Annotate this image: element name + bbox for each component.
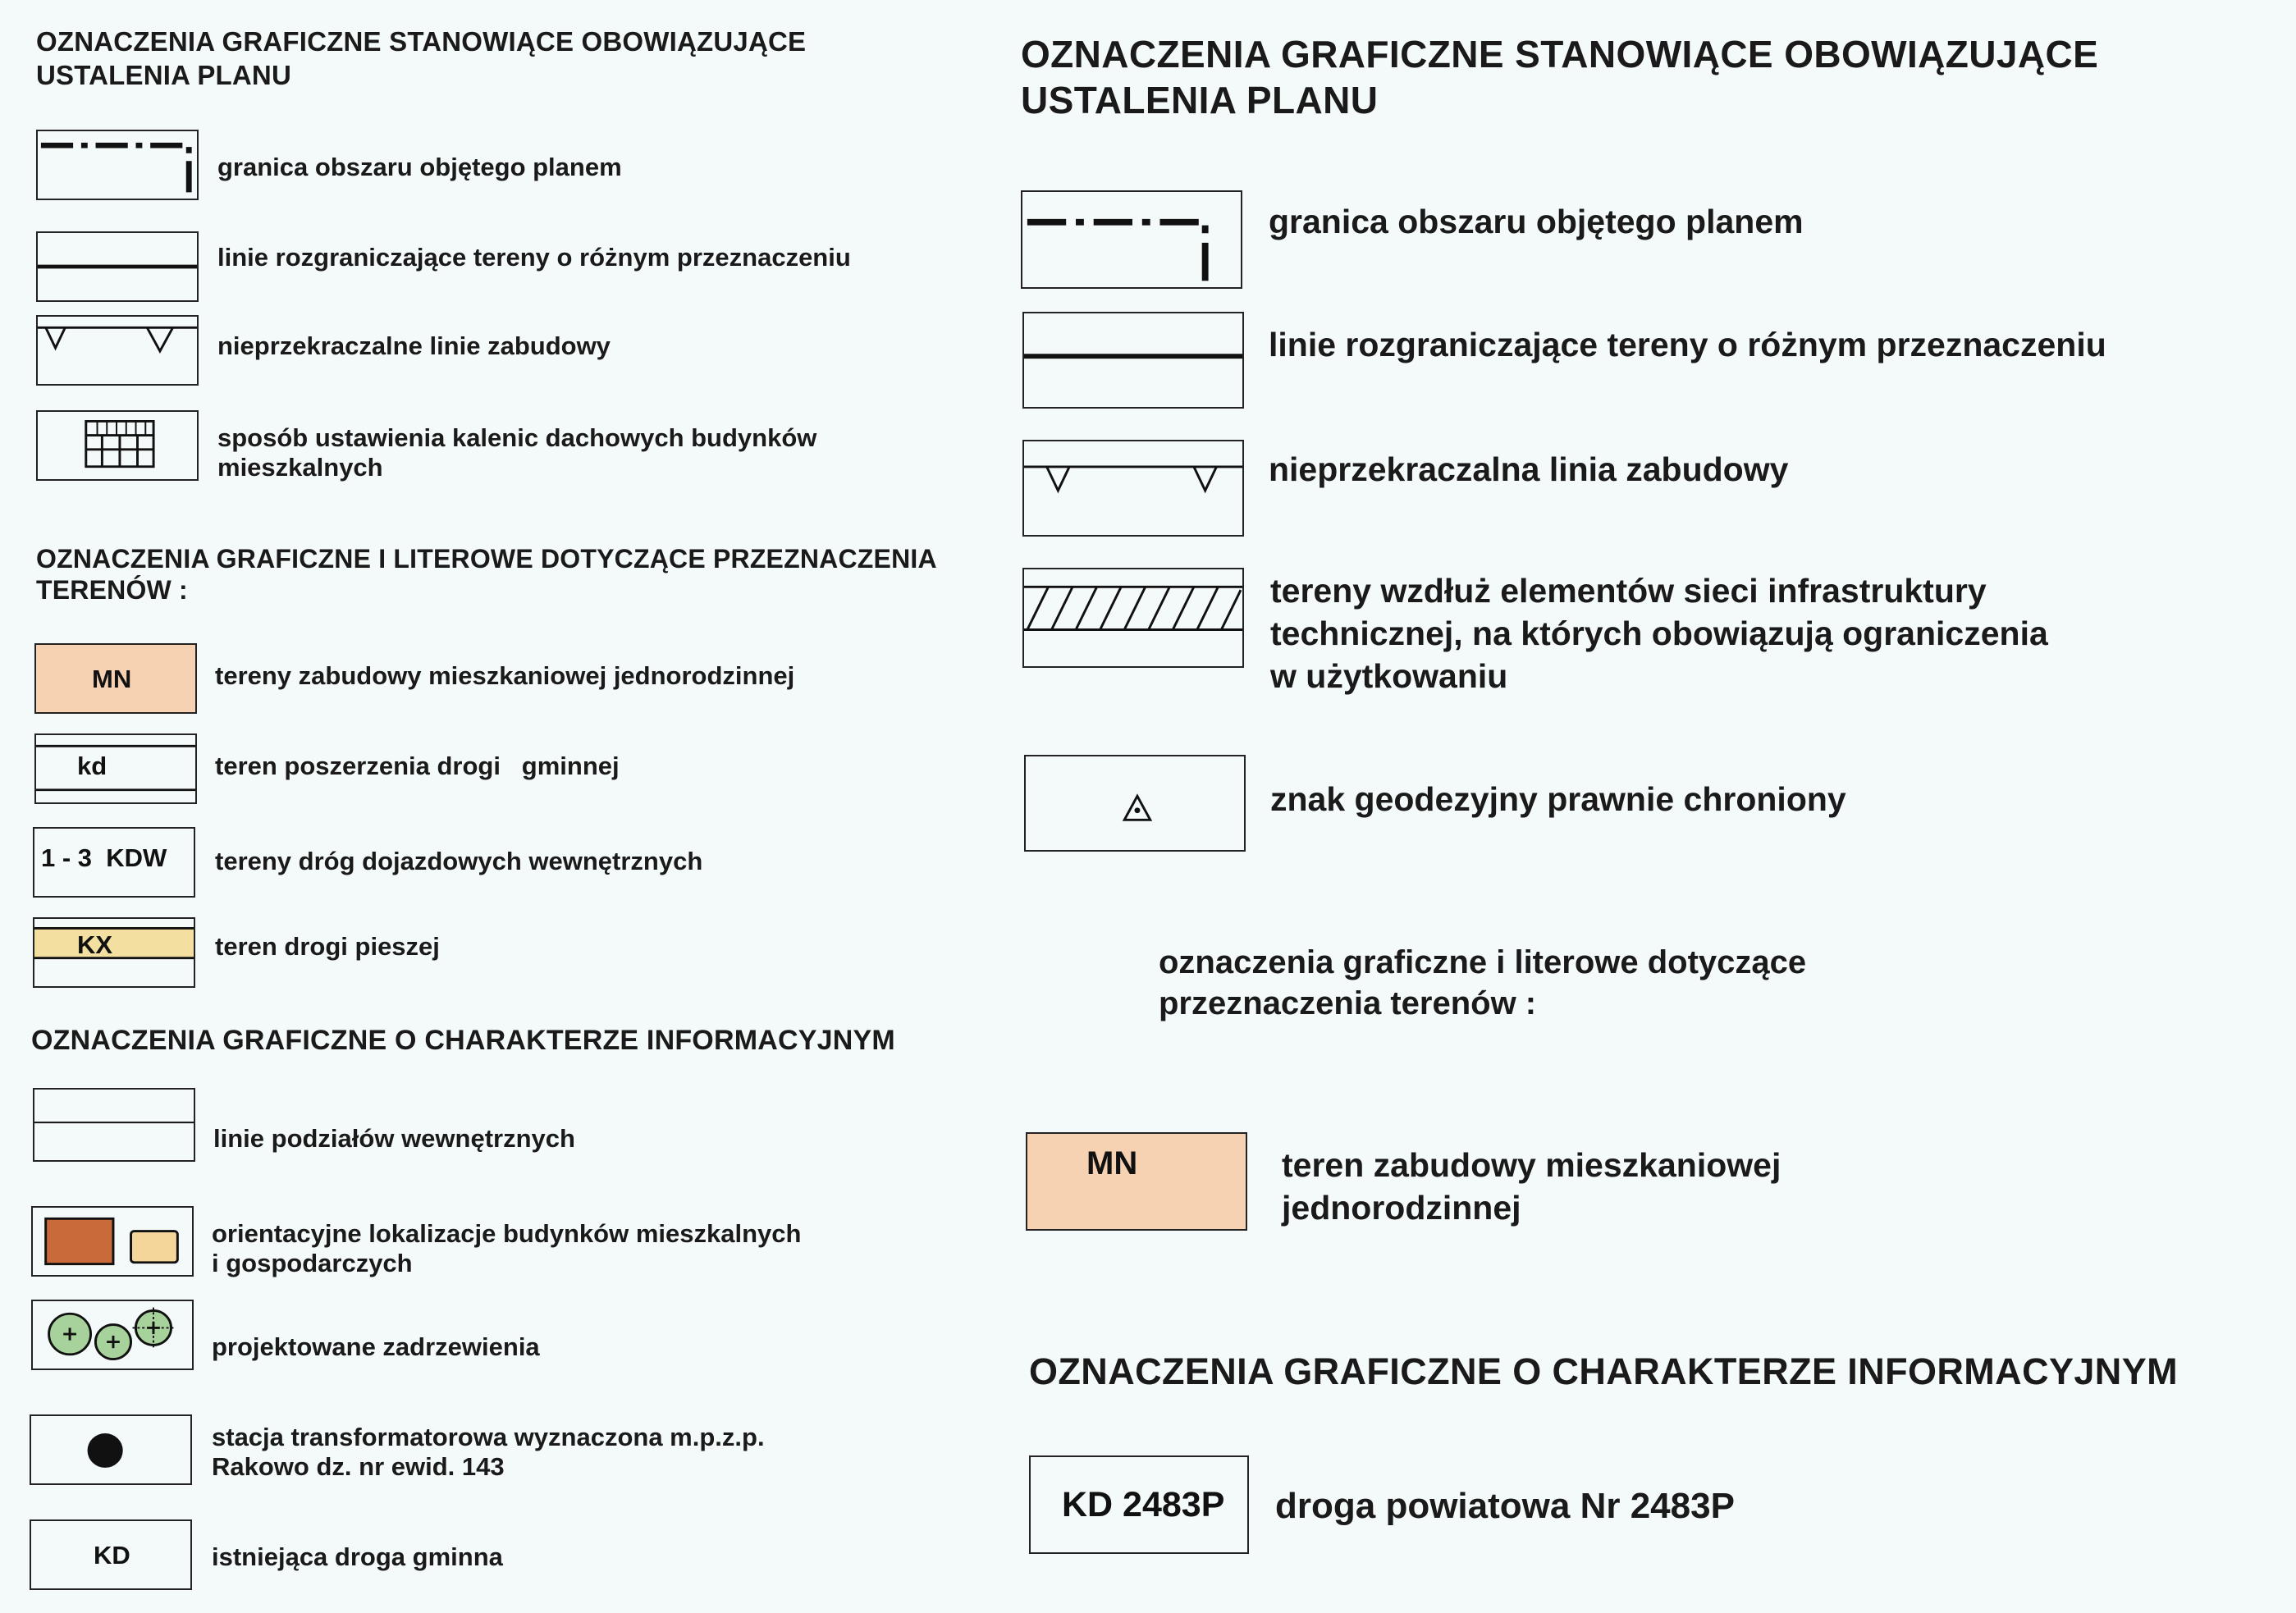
right-legend-label-building-line: nieprzekraczalna linia zabudowy — [1269, 450, 1789, 488]
right-heading-2: oznaczenia graficzne i literowe dotyczące przeznaczenia terenów : — [1159, 944, 1807, 1021]
legend-symbol-transformer-station — [30, 1414, 192, 1485]
legend-label-internal-division: linie podziałów wewnętrznych — [213, 1124, 575, 1153]
legend-symbol-buildings — [31, 1206, 194, 1277]
right-legend-symbol-mn — [1026, 1132, 1247, 1231]
legend-symbol-building-lines — [36, 315, 199, 386]
legend-label-kx: teren drogi pieszej — [215, 932, 440, 961]
legend-label-mn: tereny zabudowy mieszkaniowej jednorodzinnej — [215, 661, 795, 690]
legend-symbol-mn — [34, 643, 197, 714]
legend-code-mn: MN — [92, 665, 132, 693]
legend-symbol-ridge-orientation — [36, 410, 199, 481]
right-heading-3: OZNACZENIA GRAFICZNE O CHARAKTERZE INFORMACYJNYM — [1029, 1350, 2179, 1392]
right-legend-label-infrastructure-zone: tereny wzdłuż elementów sieci infrastruktury technicznej, na których obowiązują ograniczenia w użytkowaniu — [1270, 572, 2048, 695]
legend-symbol-kdw — [33, 827, 195, 898]
legend-label-trees: projektowane zadrzewienia — [212, 1332, 540, 1361]
legend-code-kd-lower: kd — [77, 752, 107, 780]
legend-label-kd-lower: teren poszerzenia drogi gminnej — [215, 752, 620, 780]
left-heading-1: OZNACZENIA GRAFICZNE STANOWIĄCE OBOWIĄZUJĄCE USTALENIA PLANU — [36, 26, 807, 90]
legend-symbol-trees — [31, 1300, 194, 1370]
legend-label-kd: istniejąca droga gminna — [212, 1542, 503, 1571]
legend-symbol-boundary-lines — [36, 231, 199, 302]
right-legend-code-kd-2483p: KD 2483P — [1062, 1485, 1225, 1524]
right-legend-label-mn: teren zabudowy mieszkaniowej jednorodzinnej — [1282, 1146, 1781, 1227]
left-heading-2: OZNACZENIA GRAFICZNE I LITEROWE DOTYCZĄCE PRZEZNACZENIA TERENÓW : — [36, 544, 937, 605]
right-legend-symbol-kd-2483p — [1029, 1455, 1249, 1554]
right-legend-symbol-infrastructure-zone — [1022, 568, 1244, 668]
left-heading-3: OZNACZENIA GRAFICZNE O CHARAKTERZE INFORMACYJNYM — [31, 1025, 895, 1056]
legend-label-kdw: tereny dróg dojazdowych wewnętrznych — [215, 847, 703, 875]
legend-code-kdw: 1 - 3 KDW — [41, 843, 167, 872]
right-heading-1: OZNACZENIA GRAFICZNE STANOWIĄCE OBOWIĄZUJĄCE USTALENIA PLANU — [1021, 33, 2099, 121]
right-legend-label-geodetic-mark: znak geodezyjny prawnie chroniony — [1270, 780, 1846, 818]
right-legend-symbol-plan-boundary — [1021, 190, 1242, 289]
right-legend-label-boundary-lines: linie rozgraniczające tereny o różnym przeznaczeniu — [1269, 326, 2106, 363]
legend-label-buildings: orientacyjne lokalizacje budynków mieszkalnych i gospodarczych — [212, 1219, 802, 1277]
legend-symbol-internal-division — [33, 1088, 195, 1162]
legend-code-kx: KX — [77, 930, 113, 959]
legend-symbol-kd-lower — [34, 733, 197, 804]
right-legend-symbol-geodetic-mark — [1024, 755, 1246, 852]
right-legend-symbol-building-line — [1022, 440, 1244, 537]
right-legend-label-kd-2483p: droga powiatowa Nr 2483P — [1275, 1486, 1735, 1526]
legend-label-boundary-lines: linie rozgraniczające tereny o różnym przeznaczeniu — [217, 243, 851, 272]
right-legend-code-mn: MN — [1086, 1145, 1138, 1181]
legend-label-building-lines: nieprzekraczalne linie zabudowy — [217, 331, 611, 360]
right-legend-label-plan-boundary: granica obszaru objętego planem — [1269, 203, 1804, 240]
legend-symbol-plan-boundary — [36, 130, 199, 200]
legend-code-kd: KD — [94, 1541, 130, 1570]
right-legend-symbol-boundary-lines — [1022, 312, 1244, 409]
legend-symbol-kx — [33, 917, 195, 988]
legend-label-transformer-station: stacja transformatorowa wyznaczona m.p.z.p. Rakowo dz. nr ewid. 143 — [212, 1423, 765, 1481]
legend-label-plan-boundary: granica obszaru objętego planem — [217, 153, 622, 181]
legend-symbol-kd — [30, 1519, 192, 1590]
legend-label-ridge-orientation: sposób ustawienia kalenic dachowych budynków mieszkalnych — [217, 423, 817, 482]
